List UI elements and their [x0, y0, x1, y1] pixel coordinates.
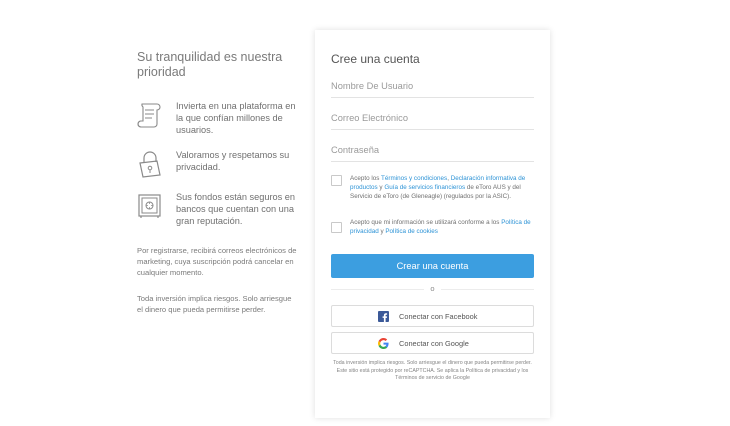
cookie-policy-link[interactable]: Política de cookies [385, 228, 438, 236]
username-input[interactable] [331, 79, 534, 91]
terms-text [350, 174, 536, 202]
username-field-wrap [331, 76, 534, 98]
tagline: Su tranquilidad es nuestra prioridad [137, 50, 283, 79]
privacy-policy-link[interactable]: Política de privacidad [350, 219, 531, 236]
scroll-icon [137, 100, 163, 130]
feature-privacy-text: Valoramos y respetamos su privacidad. [176, 150, 290, 173]
padlock-icon [137, 149, 163, 179]
terms-text-2: , [447, 175, 451, 182]
password-input[interactable] [331, 143, 534, 155]
privacy-checkbox[interactable] [331, 222, 342, 233]
or-label: o [430, 284, 435, 293]
recaptcha-disclaimer: Toda inversión implica riesgos. Solo arriesgue el dinero que pueda permitirse perder. Este sitio está protegido por reCAPTCHA. Se aplica la Política de privacidad y los Términos de servicio de Google [333, 360, 532, 382]
feature-trust-text: Invierta en una plataforma en la que confían millones de usuarios. [176, 101, 296, 136]
benefits-panel [137, 50, 297, 314]
facebook-connect-button[interactable] [331, 305, 534, 327]
privacy-text [350, 218, 536, 236]
risk-note: Toda inversión implica riesgos. Solo arriesgue el dinero que pueda permitirse perder. [137, 294, 292, 314]
facebook-icon [378, 311, 389, 322]
terms-link[interactable]: Términos y condiciones [381, 175, 448, 182]
financial-services-guide-link[interactable]: Guía de servicios financieros [384, 184, 466, 192]
terms-text-3: y [377, 184, 385, 192]
create-account-button[interactable]: Crear una cuenta [331, 254, 534, 278]
form-title: Cree una cuenta [331, 52, 420, 66]
google-icon [378, 338, 389, 349]
privacy-text-2: y [378, 228, 386, 236]
privacy-text-1: Acepto que mi información se utilizará conforme a los [350, 219, 502, 226]
email-input[interactable] [331, 111, 534, 123]
safe-icon [137, 191, 163, 221]
terms-checkbox[interactable] [331, 175, 342, 186]
product-disclosure-link[interactable]: Declaración informativa de productos [350, 175, 526, 192]
signup-card [315, 30, 550, 418]
email-field-wrap [331, 108, 534, 130]
terms-text-4: de eToro AUS y del Servicio de eToro (de Gleneagle) (regulados por la ASIC). [350, 184, 521, 201]
password-field-wrap [331, 140, 534, 162]
google-connect-button[interactable] [331, 332, 534, 354]
facebook-label: Conectar con Facebook [399, 312, 478, 321]
google-label: Conectar con Google [399, 339, 469, 348]
feature-funds-text: Sus fondos están seguros en bancos que cuentan con una gran reputación. [176, 192, 296, 227]
terms-text-1: Acepto los [350, 175, 382, 182]
or-separator [331, 284, 534, 294]
marketing-note: Por registrarse, recibirá correos electrónicos de marketing, cuya suscripción podrá cancelar en cualquier momento. [137, 246, 297, 277]
